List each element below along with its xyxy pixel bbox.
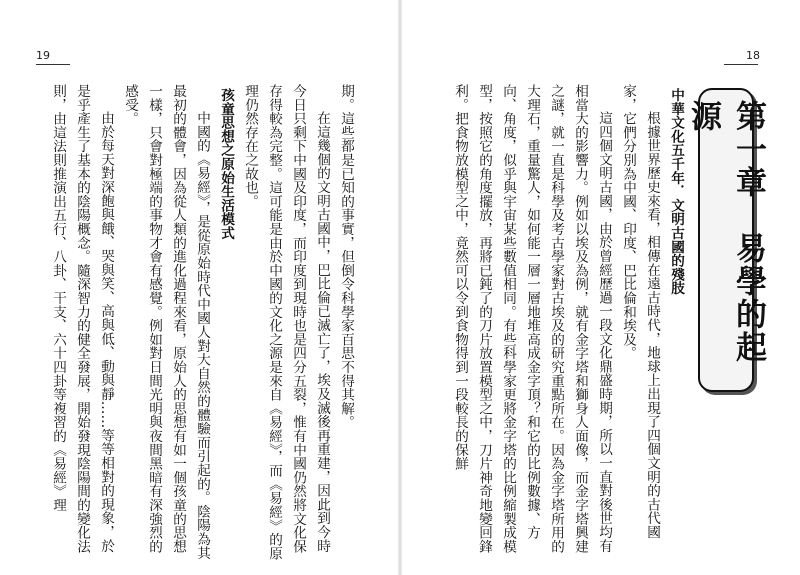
paragraph: 期。這些都是已知的事實，但倒令科學家百思不得其解。 bbox=[338, 84, 354, 429]
paragraph: 在這幾個的文明古國中，巴比倫已滅亡了，埃及滅後再重建，因此到今時今日只剩下中國及印度，而印度到現時也是四分五裂，惟有中國仍然將文化保存得較為完整。這可能是由於中國的文化之源是來自《易經》，而《易經》的原理仍然存在之故也。 bbox=[242, 84, 330, 561]
page-number: 18 bbox=[746, 49, 760, 62]
left-body-text bbox=[50, 84, 358, 562]
header-rule bbox=[36, 64, 70, 65]
paragraph: 中國的《易經》，是從原始時代中國人對大自然的體驗而引起的。陰陽為其最初的體會，因為從人類的進化過程來看，原始人的思想有如一個孩童的思想一樣，只會對極端的事物才會有感覺。例如對日間光明與夜間黑暗有深強烈的感受。 bbox=[122, 84, 210, 560]
paragraph: 這四個文明古國，由於曾經歷過一段文化鼎盛時期，所以一直對後世均有相當大的影響力。例如以埃及為例，就有金字塔和獅身人面像，而金字塔興建之謎，就一直是科學及考古學家對古埃及的研究重點所在。因為金字塔所用的大理石，重量驚人，如何能一層一層地堆高成金字頂？和它的比例數據、方向、角度，似乎與宇宙某些數值相同。有些科學家更將金字塔的比例縮製成模型，按照它的角度擺放，再將已鈍了的刀片放置模型之中，刀片神奇地變回鋒利。把食物放模型之中，竟然可以令到食物得到一段較長的保鮮 bbox=[452, 84, 612, 554]
chapter-title-box bbox=[685, 88, 766, 392]
page-number: 19 bbox=[36, 49, 50, 62]
section-heading: 中華文化五千年．文明古國的殘肢 bbox=[668, 88, 684, 295]
header-rule bbox=[724, 64, 758, 65]
paragraph: 由於每天對深飽與餓、哭與笑、高與低、動與靜……等等相對的現象，於是乎產生了基本的陰陽概念。隨深智力的健全發展，開始發現陰陽間的變化法則，由這法則推演出五行、八卦、干支、六十四卦等複習的《易經》理 bbox=[50, 84, 114, 554]
section-heading: 孩童思想之原始生活模式 bbox=[218, 88, 234, 240]
chapter-title: 第一章 易學的起源 bbox=[685, 100, 766, 364]
right-body-text bbox=[430, 84, 688, 562]
paragraph: 根據世界歷史來看，相傳在遠古時代，地球上出現了四個文明的古代國家，它們分別為中國、印度、巴比倫和埃及。 bbox=[620, 84, 660, 539]
